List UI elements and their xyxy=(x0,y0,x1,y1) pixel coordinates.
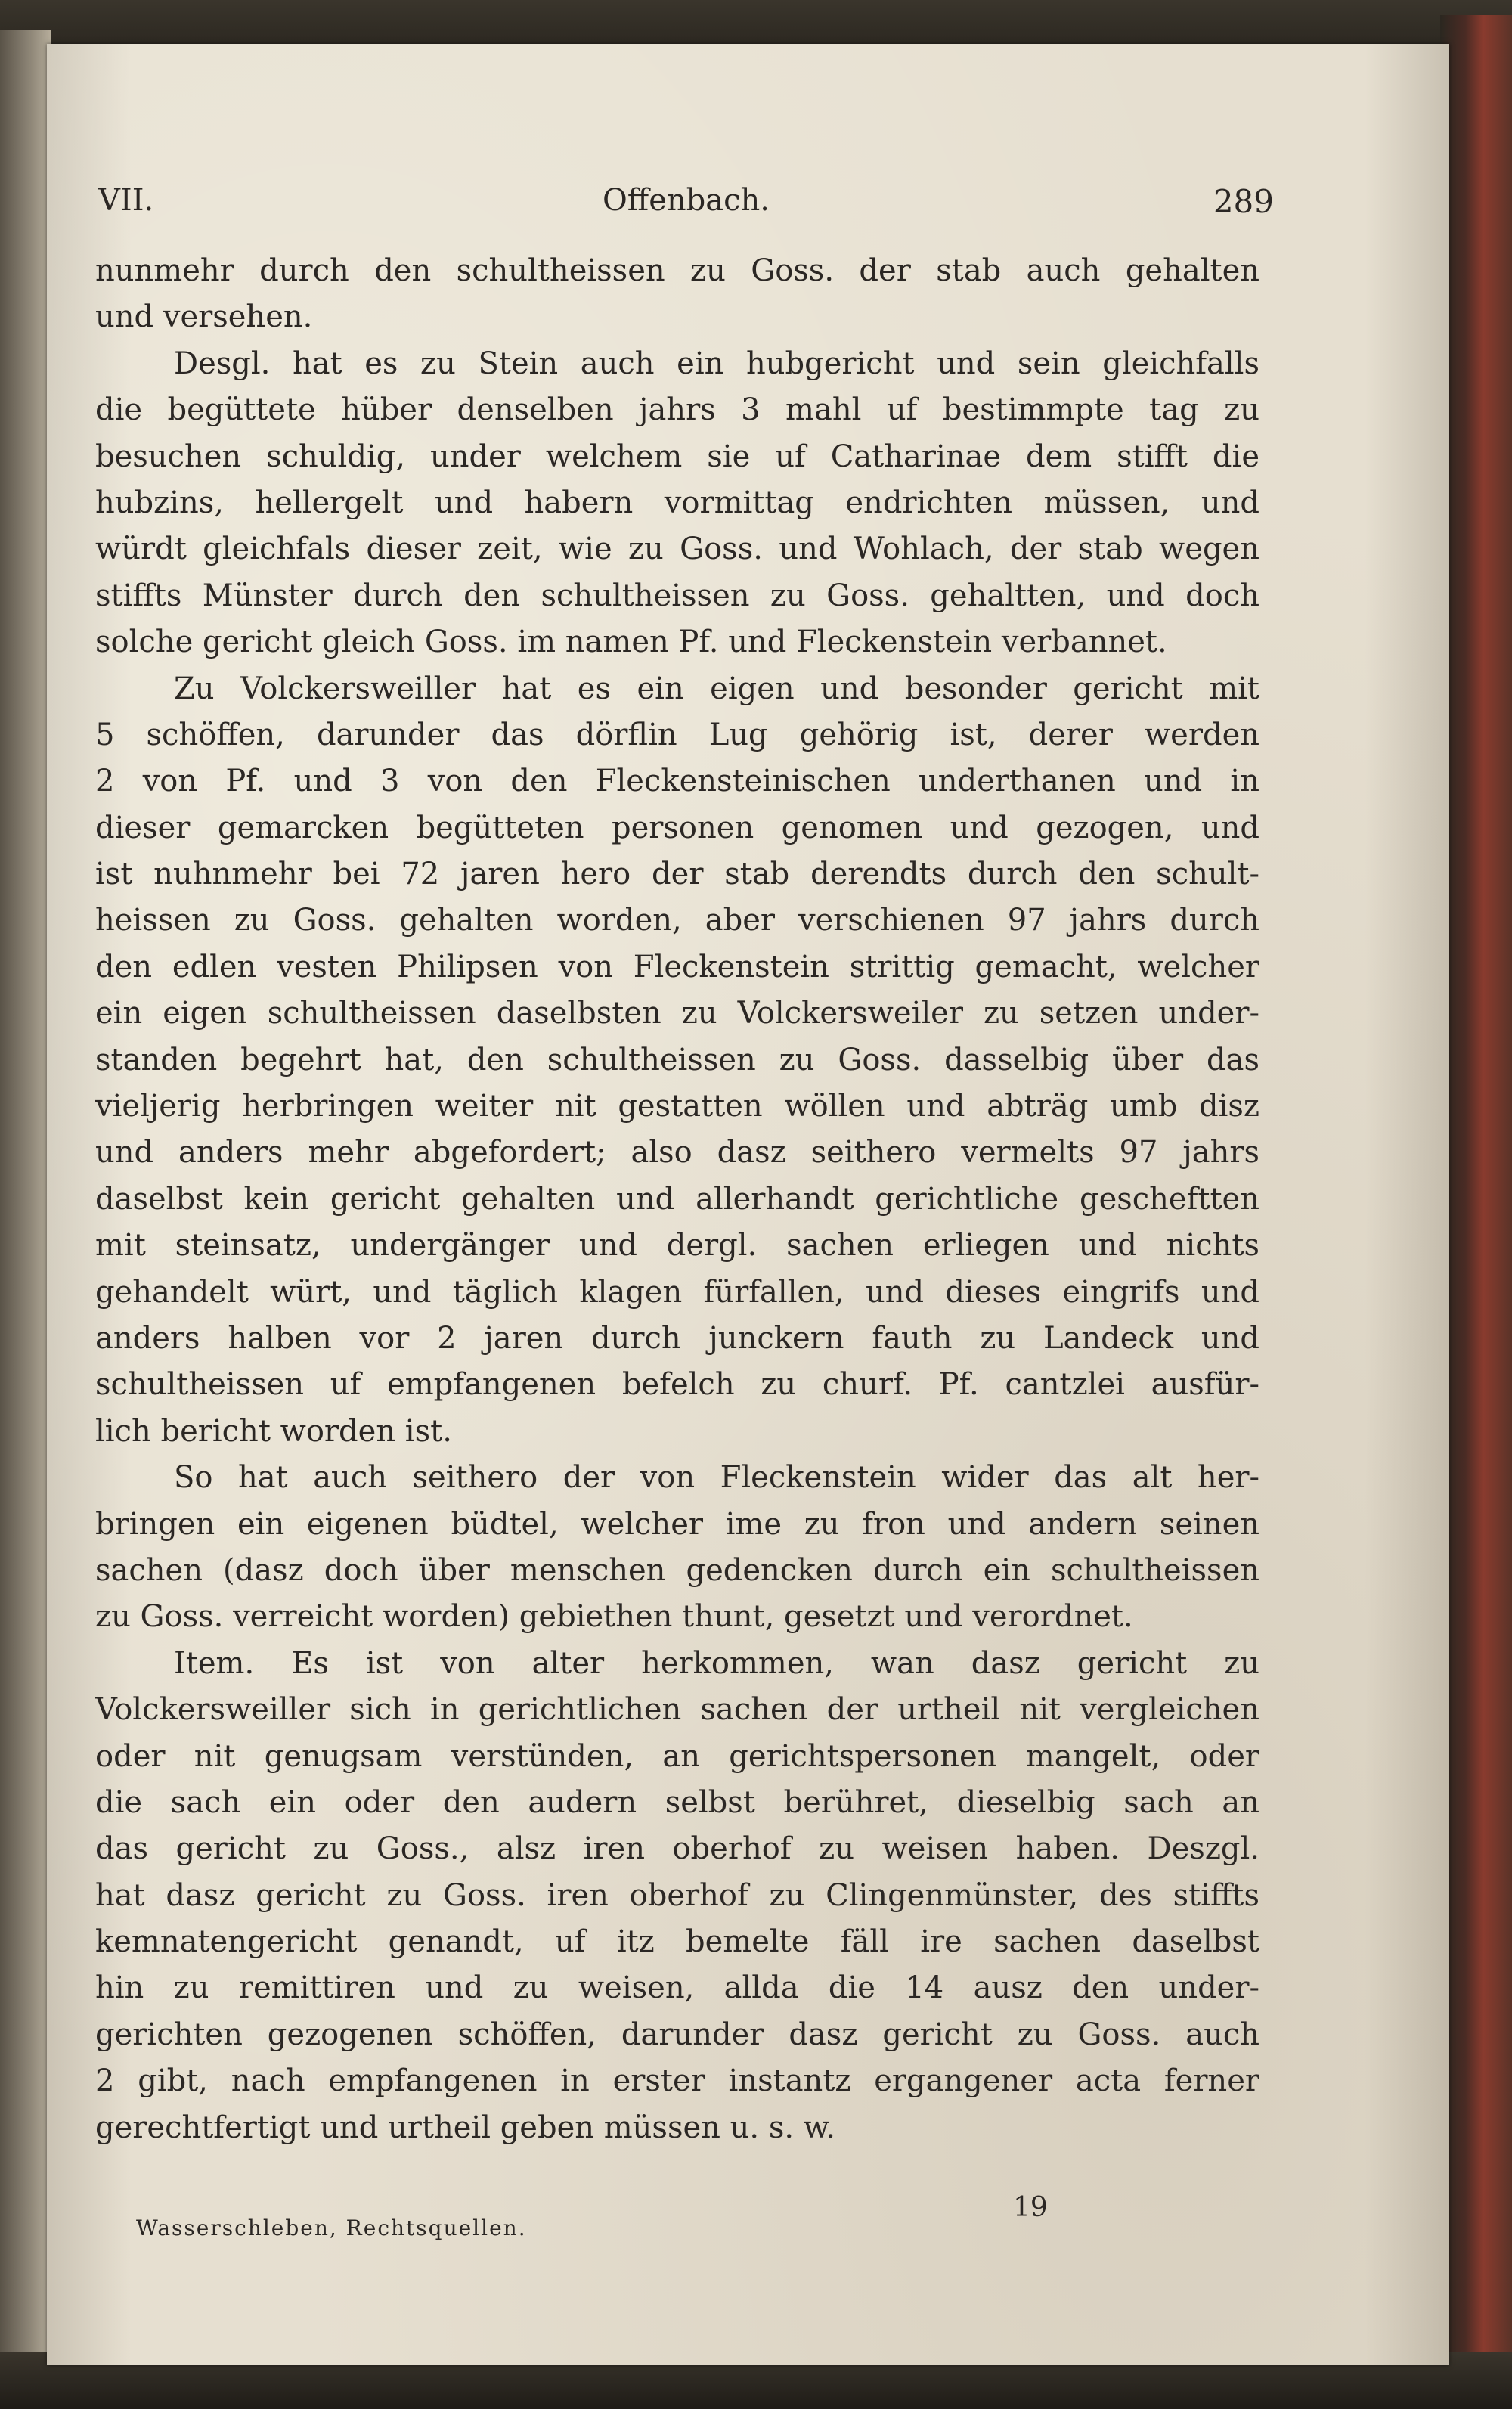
text-line: oder nit genugsam verstünden, an gerichtspersonen mangelt, oder xyxy=(95,1738,1259,1774)
text-line: daselbst kein gericht gehalten und allerhandt gerichtliche gescheftten xyxy=(95,1181,1259,1217)
text-line: sachen (dasz doch über menschen gedencken durch ein schultheissen xyxy=(95,1552,1259,1588)
text-line: stiffts Münster durch den schultheissen zu Goss. gehaltten, und doch xyxy=(95,578,1259,613)
text-line: Zu Volckersweiller hat es ein eigen und besonder gericht mit xyxy=(174,671,1259,706)
text-line: solche gericht gleich Goss. im namen Pf. und Fleckenstein verbannet. xyxy=(95,625,1167,660)
text-line: mit steinsatz, undergänger und dergl. sachen erliegen und nichts xyxy=(95,1228,1259,1263)
page xyxy=(47,44,1449,2365)
text-line: die begüttete hüber denselben jahrs 3 mahl uf bestimmpte tag zu xyxy=(95,392,1259,428)
running-head xyxy=(98,183,1274,228)
text-line: 2 gibt, nach empfangenen in erster instantz ergangener acta ferner xyxy=(95,2063,1259,2099)
text-line: und versehen. xyxy=(95,299,313,335)
text-line: besuchen schuldig, under welchem sie uf Catharinae dem stifft die xyxy=(95,439,1259,474)
text-line: 2 von Pf. und 3 von den Fleckensteinischen underthanen und in xyxy=(95,764,1259,799)
text-line: kemnatengericht genandt, uf itz bemelte fäll ire sachen daselbst xyxy=(95,1924,1259,1960)
text-line: bringen ein eigenen büdtel, welcher ime zu fron und andern seinen xyxy=(95,1506,1259,1542)
text-line: lich bericht worden ist. xyxy=(95,1413,452,1449)
text-line: hin zu remittiren und zu weisen, allda die 14 ausz den under- xyxy=(95,1970,1259,2006)
text-line: heissen zu Goss. gehalten worden, aber verschienen 97 jahrs durch xyxy=(95,903,1259,938)
chapter-number: VII. xyxy=(98,183,154,218)
text-line: den edlen vesten Philipsen von Fleckenstein strittig gemacht, welcher xyxy=(95,949,1259,984)
text-line: schultheissen uf empfangenen befelch zu churf. Pf. cantzlei ausfür- xyxy=(95,1367,1259,1403)
text-line: gerichten gezogenen schöffen, darunder dasz gericht zu Goss. auch xyxy=(95,2017,1259,2052)
text-line: dieser gemarcken begütteten personen genomen und gezogen, und xyxy=(95,810,1259,845)
text-line: nunmehr durch den schultheissen zu Goss. der stab auch gehalten xyxy=(95,253,1259,288)
footer-note: Wasserschleben, Rechtsquellen. xyxy=(136,2215,527,2240)
text-line: gehandelt würt, und täglich klagen fürfallen, und dieses eingrifs und xyxy=(95,1274,1259,1310)
text-line: standen begehrt hat, den schultheissen zu Goss. dasselbig über das xyxy=(95,1042,1259,1077)
text-line: zu Goss. verreicht worden) gebiethen thunt, gesetzt und verordnet. xyxy=(95,1599,1133,1635)
running-title: Offenbach. xyxy=(603,183,770,218)
text-line: vieljerig herbringen weiter nit gestatten wöllen und abträg umb disz xyxy=(95,1089,1259,1124)
text-line: hat dasz gericht zu Goss. iren oberhof zu Clingenmünster, des stiffts xyxy=(95,1877,1259,1913)
text-line: So hat auch seithero der von Fleckenstein wider das alt her- xyxy=(174,1460,1259,1496)
book-cover-right-edge xyxy=(1440,15,1512,2409)
book-cover-left-edge xyxy=(0,30,51,2409)
text-line: Desgl. hat es zu Stein auch ein hubgericht und sein gleichfalls xyxy=(174,346,1259,381)
text-line: ist nuhnmehr bei 72 jaren hero der stab derendts durch den schult- xyxy=(95,857,1259,892)
text-line: Volckersweiller sich in gerichtlichen sachen der urtheil nit vergleichen xyxy=(95,1692,1259,1728)
page-number: 289 xyxy=(1213,183,1274,220)
text-line: Item. Es ist von alter herkommen, wan dasz gericht zu xyxy=(174,1645,1259,1681)
text-line: würdt gleichfals dieser zeit, wie zu Goss. und Wohlach, der stab wegen xyxy=(95,532,1259,567)
text-line: und anders mehr abgefordert; also dasz seithero vermelts 97 jahrs xyxy=(95,1135,1259,1170)
text-line: anders halben vor 2 jaren durch junckern fauth zu Landeck und xyxy=(95,1320,1259,1356)
text-line: 5 schöffen, darunder das dörflin Lug gehörig ist, derer werden xyxy=(95,717,1259,752)
text-line: hubzins, hellergelt und habern vormittag endrichten müssen, und xyxy=(95,485,1259,520)
text-line: die sach ein oder den audern selbst berühret, dieselbig sach an xyxy=(95,1784,1259,1820)
signature-mark: 19 xyxy=(1013,2192,1048,2223)
text-line: das gericht zu Goss., alsz iren oberhof zu weisen haben. Deszgl. xyxy=(95,1831,1259,1867)
body-text xyxy=(95,248,1259,2151)
text-line: gerechtfertigt und urtheil geben müssen u. s. w. xyxy=(95,2110,835,2145)
text-line: ein eigen schultheissen daselbsten zu Volckersweiler zu setzen under- xyxy=(95,996,1259,1031)
